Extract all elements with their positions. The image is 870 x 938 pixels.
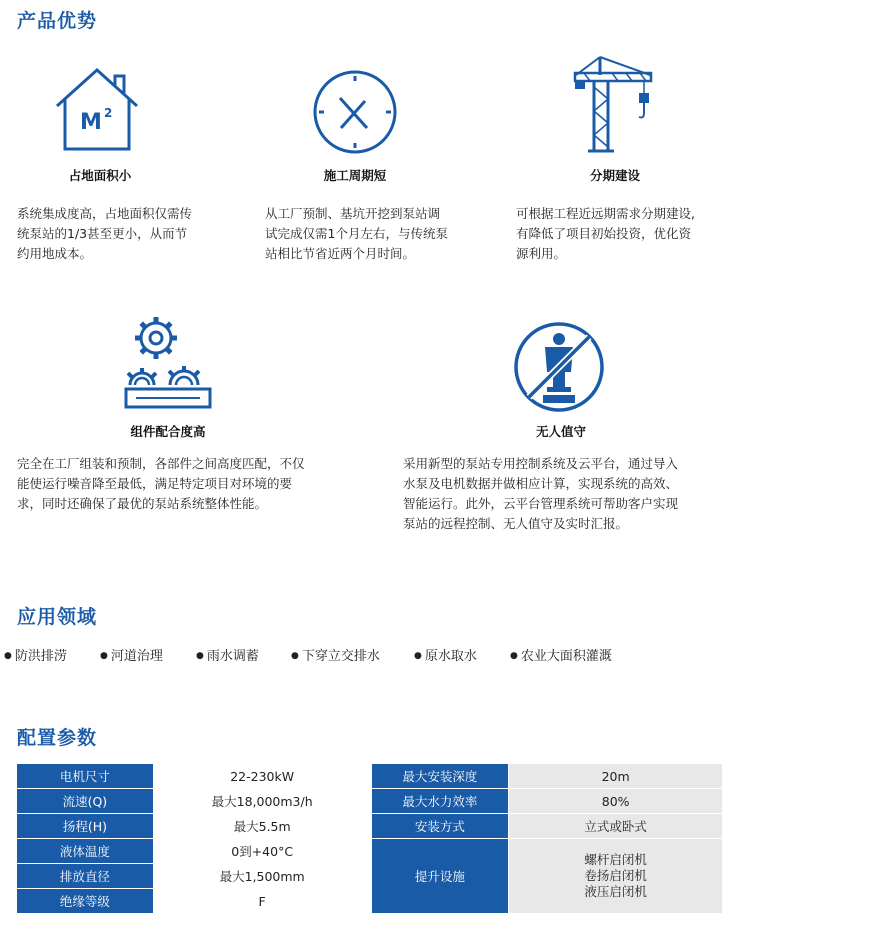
- tower-crane-icon: [572, 55, 656, 155]
- spec-value-lifting: 螺杆启闭机 卷扬启闭机 液压启闭机: [509, 839, 723, 914]
- list-item: ● 下穿立交排水: [291, 649, 380, 664]
- house-m2-icon: [54, 66, 140, 152]
- feature-title-unattended: 无人值守: [535, 424, 586, 439]
- clock-icon: [311, 68, 399, 156]
- spec-label: 最大安装深度: [371, 764, 509, 789]
- section-title-advantages: 产品优势: [17, 10, 98, 32]
- feature-title-phased-build: 分期建设: [589, 168, 640, 183]
- applications-list: [4, 645, 864, 665]
- list-item: ● 防洪排涝: [4, 649, 67, 664]
- spec-value: 立式或卧式: [509, 814, 723, 839]
- spec-label: 排放直径: [17, 864, 154, 889]
- table-row: [17, 814, 723, 839]
- table-row: [17, 789, 723, 814]
- spec-value: F: [153, 889, 371, 914]
- spec-value: 最大1,500mm: [153, 864, 371, 889]
- spec-label: 流速(Q): [17, 789, 154, 814]
- spec-value: 0到+40°C: [153, 839, 371, 864]
- spec-value: 最大18,000m3/h: [153, 789, 371, 814]
- section-title-applications: 应用领域: [17, 606, 98, 628]
- no-person-icon: [512, 320, 606, 414]
- feature-desc-phased-build: 可根据工程近远期需求分期建设, 有降低了项目初始投资，优化资 源利用。: [516, 206, 695, 261]
- spec-value: 22-230kW: [153, 764, 371, 789]
- feature-desc-component-fit: 完全在工厂组装和预制，各部件之间高度匹配，不仅 能使运行噪音降至最低，满足特定项目对环境的要 求，同时还确保了最优的泵站系统整体性能。: [17, 456, 305, 511]
- spec-value: 20m: [509, 764, 723, 789]
- spec-label: 液体温度: [17, 839, 154, 864]
- spec-label: 提升设施: [371, 839, 509, 914]
- spec-value: 最大5.5m: [153, 814, 371, 839]
- spec-table: [16, 763, 723, 914]
- feature-desc-unattended: 采用新型的泵站专用控制系统及云平台，通过导入 水泵及电机数据并做相应计算，实现系统的高效、 智能运行。此外，云平台管理系统可帮助客户实现 泵站的远程控制、无人值守及实时汇报。: [403, 456, 679, 531]
- gears-icon: [122, 313, 214, 413]
- feature-title-component-fit: 组件配合度高: [130, 424, 206, 439]
- spec-label: 扬程(H): [17, 814, 154, 839]
- feature-desc-construction-period: 从工厂预制、基坑开挖到泵站调 试完成仅需1个月左右，与传统泵 站相比节省近两个月时间。: [265, 206, 448, 261]
- table-row: [17, 764, 723, 789]
- spec-label: 绝缘等级: [17, 889, 154, 914]
- feature-desc-footprint: 系统集成度高，占地面积仅需传 统泵站的1/3甚至更小，从而节 约用地成本。: [17, 206, 193, 261]
- spec-label: 电机尺寸: [17, 764, 154, 789]
- feature-title-construction-period: 施工周期短: [323, 168, 387, 183]
- list-item: ● 农业大面积灌溉: [510, 649, 612, 664]
- house-icon-superscript: 2: [104, 106, 113, 120]
- house-icon-label: M: [80, 110, 102, 135]
- list-item: ● 原水取水: [414, 649, 477, 664]
- spec-label: 安装方式: [371, 814, 509, 839]
- section-title-specs: 配置参数: [17, 727, 98, 749]
- feature-title-footprint: 占地面积小: [68, 168, 132, 183]
- list-item: ● 雨水调蓄: [196, 649, 259, 664]
- spec-label: 最大水力效率: [371, 789, 509, 814]
- spec-value: 80%: [509, 789, 723, 814]
- table-row: [17, 839, 723, 864]
- list-item: ● 河道治理: [100, 649, 163, 664]
